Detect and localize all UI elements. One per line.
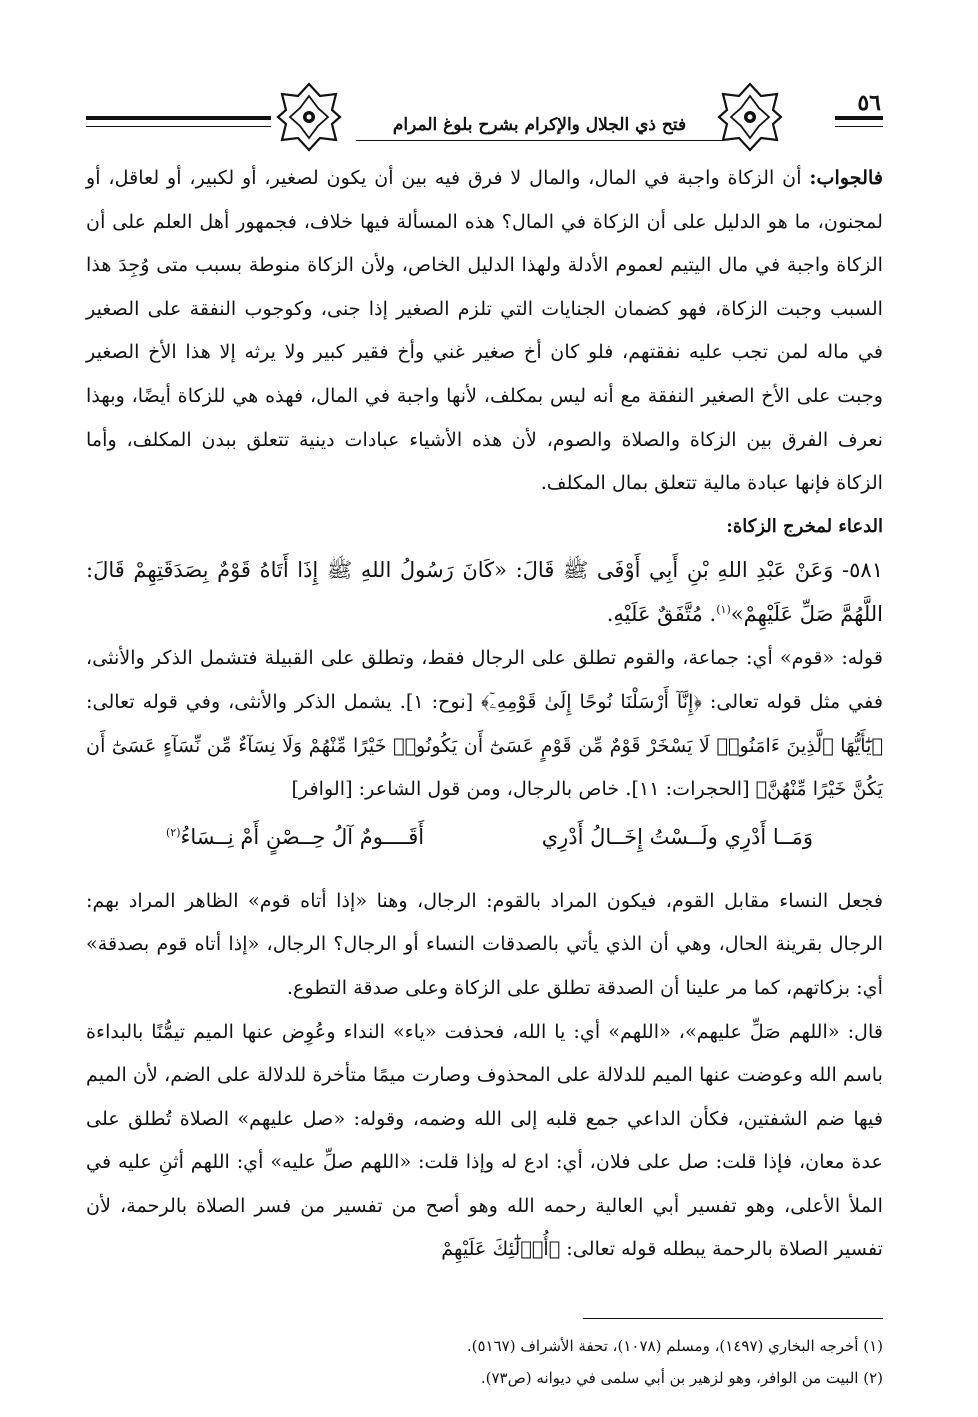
poem-verse <box>86 811 883 863</box>
paragraph-qawm: قوله: «قوم» أي: جماعة، والقوم تطلق على الرجال فقط، وتطلق على القبيلة فتشمل الذكر والأنثى، ففي مثل قوله تعالى: ﴿إِنَّآ أَرْسَلْنَا نُوحًا إِلَىٰ قَوْمِهِۦٓ﴾ [نوح: ١]. يشمل الذكر والأنثى، وفي قوله تعالى: ﴿يَٰٓأَيُّهَا ٱلَّذِينَ ءَامَنُوا۟ لَا يَسْخَرْ قَوْمٌ مِّن قَوْمٍ عَسَىٰٓ أَن يَكُونُوا۟ خَيْرًا مِّنْهُمْ وَلَا نِسَآءٌ مِّن نِّسَآءٍ عَسَىٰٓ أَن يَكُنَّ خَيْرًا مِّنْهُنَّ﴾ [الحجرات: ١١]. خاص بالرجال، ومن قول الشاعر: [الوافر] <box>86 646 884 801</box>
poem-second-hemistich <box>166 811 424 863</box>
answer-text: أن الزكاة واجبة في المال، والمال لا فرق فيه بين أن يكون لصغير، أو لكبير، أو لعاقل، أو لمجنون، ما هو الدليل على أن الزكاة في المال؟ هذه المسألة فيها خلاف، فجمهور أهل العلم على أن الزكاة واجبة في مال اليتيم لعموم الأدلة ولهذا الدليل الخاص، ولأن الزكاة منوطة بسبب متى وُجِدَ هذا السبب وجبت الزكاة، فهو كضمان الجنايات التي تلزم الصغير إذا جنى، وكوجوب النفقة على الصغير في ماله لمن تجب عليه نفقتهم، فلو كان أخ صغير غني وأخ فقير كبير ولا يرثه إلا هذا الأخ الصغير وجبت على الأخ الصغير النفقة مع أنه ليس بمكلف، لأنها واجبة في المال، فهذه هي للزكاة أيضًا، وبهذا نعرف الفرق بين الزكاة والصلاة والصوم، لأن هذه الأشياء عبادات دينية تتعلق ببدن المكلف، وأما الزكاة فإنها عبادة مالية تتعلق بمال المكلف. <box>86 166 883 495</box>
footnotes <box>86 1330 883 1394</box>
section-heading: الدعاء لمخرج الزكاة: <box>726 515 883 537</box>
header-rule-right <box>835 116 883 120</box>
poem-second-text: أَقَــــومٌ آلُ حِــصْنٍ أَمْ نِــسَاءُ <box>180 824 425 849</box>
header-ornament-right-icon <box>717 82 783 152</box>
poem-first-hemistich: وَمَــا أَدْرِي ولَــسْتُ إِخَــالُ أَدْرِي <box>541 824 813 849</box>
paragraph-allahumma: قال: «اللهم صَلِّ عليهم»، «اللهم» أي: يا الله، فحذفت «ياء» النداء وعُوِض عنها الميم تيمُّنًا بالبداءة باسم الله وعوضت عنها الميم للدلالة على المحذوف وصارت ميمًا متأخرة للدلالة على الضم، لأن الميم فيها ضم الشفتين، فكأن الداعي جمع قلبه إلى الله وضمه، وقوله: «صل عليهم» الصلاة تُطلق على عدة معان، فإذا قلت: صل على فلان، أي: ادع له وإذا قلت: «اللهم صلِّ عليه» أي: اللهم أثنِ عليه في الملأ الأعلى، وهو تفسير أبي العالية رحمه الله وهو أصح من تفسير من فسر الصلاة بالرحمة، لأن تفسير الصلاة بالرحمة يبطله قوله تعالى: ﴿أُو۟لَٰٓئِكَ عَلَيْهِمْ <box>86 1019 883 1261</box>
page-header <box>86 82 883 152</box>
main-text <box>86 156 883 1271</box>
footnote-ref-1: (١) <box>716 603 731 617</box>
footnote-1: (١) أخرجه البخاري (١٤٩٧)، ومسلم (١٠٧٨)، تحفة الأشراف (٥١٦٧). <box>466 1337 883 1355</box>
paragraph-women: فجعل النساء مقابل القوم، فيكون المراد بالقوم: الرجال، وهنا «إذا أتاه قوم» الظاهر المراد بهم: الرجال بقرينة الحال، وهي أن الذي يأتي بالصدقات النساء أو الرجال؟ الرجال، «إذا أتاه قوم بصدقة» أي: بزكاتهم، كما مر علينا أن الصدقة تطلق على الزكاة وعلى صدقة التطوع. <box>86 888 883 999</box>
footnote-2: (٢) البيت من الوافر، وهو لزهير بن أبي سلمى في ديوانه (ص٧٣). <box>480 1369 883 1387</box>
hadith-tail: . مُتَّفَقٌ عَلَيْهِ. <box>606 602 717 627</box>
footnote-ref-2: (٢) <box>166 825 181 839</box>
paragraph-answer <box>86 156 883 505</box>
hadith-text <box>86 548 883 636</box>
header-rule-left-thin <box>86 126 271 127</box>
header-rule-left <box>86 116 271 120</box>
book-title-underline <box>356 140 723 141</box>
answer-lead: فالجواب: <box>809 166 883 189</box>
header-rule-right-thin <box>835 126 883 127</box>
hadith-body: ٥٨١- وَعَنْ عَبْدِ اللهِ بْنِ أَبِي أَوْفَى ﷺ قَالَ: «كَانَ رَسُولُ اللهِ ﷺ إِذَا أَتَاهُ قَوْمٌ بِصَدَقَتِهِمْ قَالَ: اللَّهُمَّ صَلِّ عَلَيْهِمْ» <box>86 558 883 627</box>
page-number: ٥٦ <box>857 90 881 116</box>
header-ornament-left-icon <box>276 82 342 152</box>
book-title: فتح ذي الجلال والإكرام بشرح بلوغ المرام <box>392 115 687 135</box>
footnote-separator <box>583 1318 883 1319</box>
